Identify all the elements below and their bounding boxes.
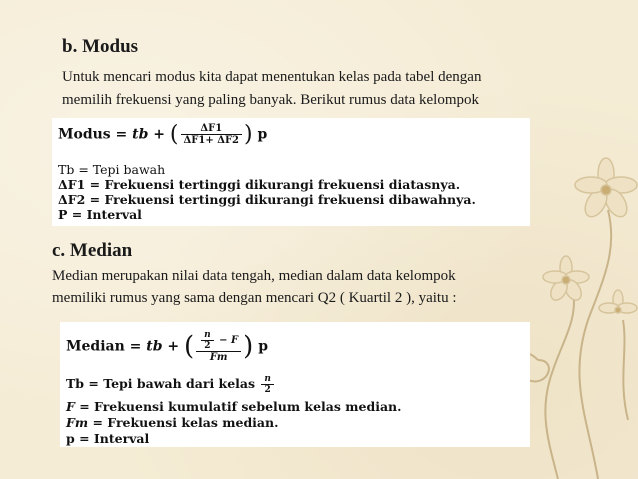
modus-heading: b. Modus [62, 36, 139, 57]
modus-definition: P = Interval [58, 207, 142, 222]
median-formula-box [60, 322, 530, 447]
modus-paragraph-line-1: Untuk mencari modus kita dapat menentukan kelas pada tabel dengan [62, 69, 482, 85]
median-definition-fm: Fm = Frekuensi kelas median. [66, 415, 279, 430]
median-heading: c. Median [52, 240, 133, 261]
modus-definition: ΔF1 = Frekuensi tertinggi dikurangi frekuensi diatasnya. [58, 177, 461, 192]
modus-formula-box [52, 118, 530, 226]
median-definition-f: F = Frekuensi kumulatif sebelum kelas median. [66, 399, 402, 414]
median-definition-tb: Tb = Tepi bawah dari kelas $\frac{n}{2}$ [66, 374, 276, 395]
median-paragraph-line-1: Median merupakan nilai data tengah, median dalam data kelompok [52, 268, 456, 284]
modus-formula: Modus = tb + ( $\frac{\Delta F1}{\Delta F1+ \Delta F2}$ ) p [58, 122, 268, 147]
median-definition-p: p = Interval [66, 431, 150, 446]
median-formula: Median = tb + ( $\frac{n}{2}$ − F Fm ) p [66, 330, 268, 363]
modus-paragraph-line-2: memilih frekuensi yang paling banyak. Berikut rumus data kelompok [62, 92, 479, 108]
modus-fraction: $\frac{\Delta F1}{\Delta F1+ \Delta F2}$ [181, 123, 243, 146]
modus-definition: ΔF2 = Frekuensi tertinggi dikurangi frekuensi dibawahnya. [58, 192, 476, 207]
modus-definition: Tb = Tepi bawah [58, 162, 166, 177]
median-paragraph-line-2: memiliki rumus yang sama dengan mencari Q2 ( Kuartil 2 ), yaitu : [52, 290, 457, 306]
median-fraction: $\frac{n}{2}$ − F Fm [196, 330, 241, 363]
